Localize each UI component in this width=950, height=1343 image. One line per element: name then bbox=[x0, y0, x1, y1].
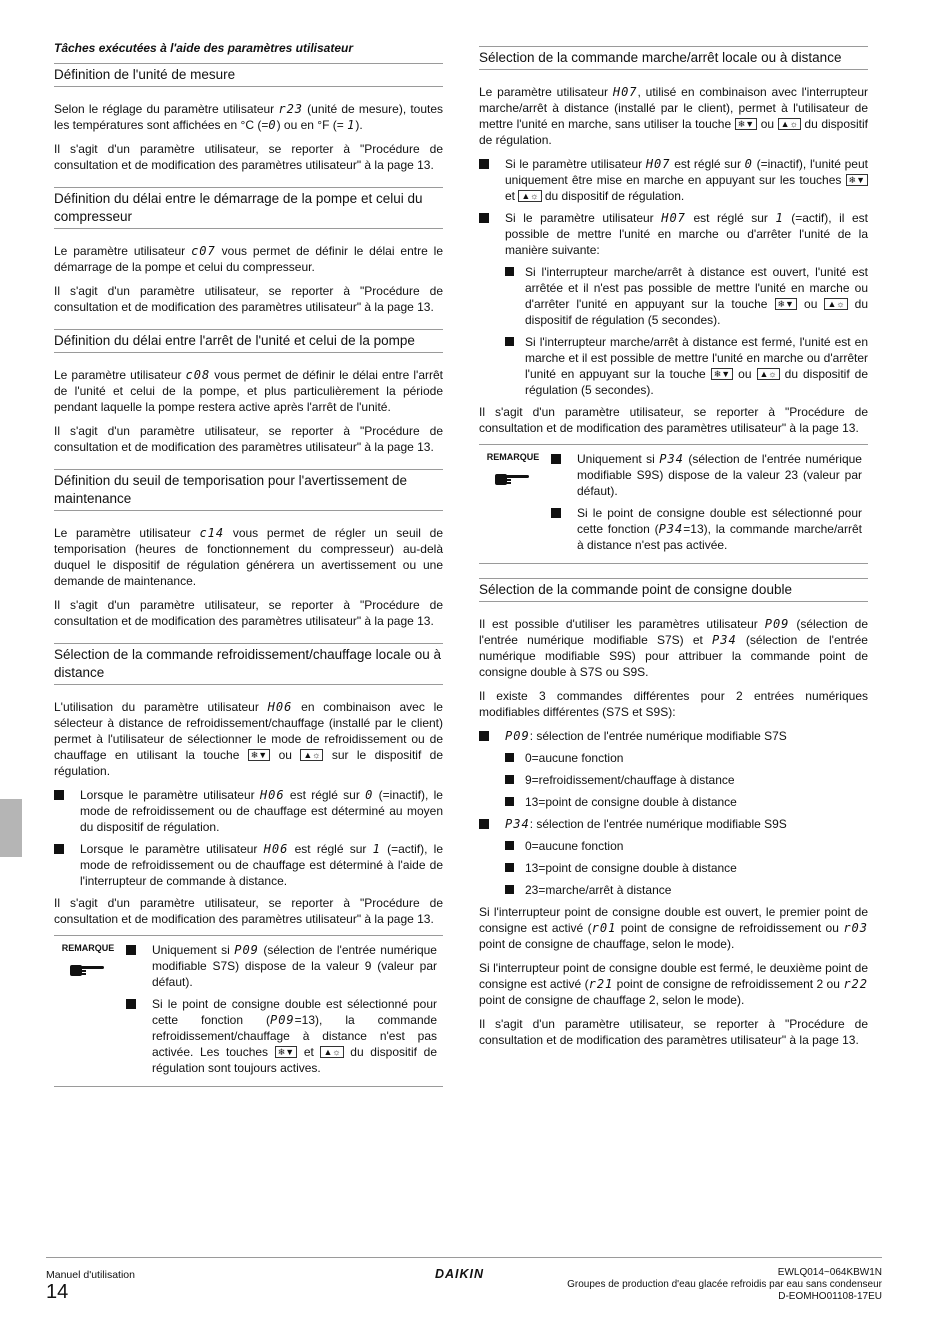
page-number: 14 bbox=[46, 1281, 69, 1303]
footer-product: Groupes de production d'eau glacée refroidis par eau sans condenseur bbox=[567, 1279, 882, 1290]
cool-down-key-icon: ❄▼ bbox=[275, 1046, 297, 1058]
list-item: 0=aucune fonction bbox=[505, 838, 868, 854]
section-on-off bbox=[479, 46, 868, 564]
param-code: H06 bbox=[263, 842, 289, 856]
list-item: P34: sélection de l'entrée numérique modifiable S9S 0=aucune fonction 13=point de consigne double à distance 23=marche/arrêt à distance bbox=[479, 816, 868, 898]
pointing-hand-icon bbox=[493, 471, 533, 487]
remark-box bbox=[479, 444, 868, 564]
param-code: P34 bbox=[712, 633, 737, 647]
section-title: Définition du seuil de temporisation pour l'avertissement de maintenance bbox=[54, 469, 443, 511]
footer-model: EWLQ014~064KBW1N bbox=[777, 1267, 882, 1278]
sub-list bbox=[505, 750, 868, 810]
list-item: 13=point de consigne double à distance bbox=[505, 860, 868, 876]
param-code: P34 bbox=[658, 522, 684, 536]
section-dual-setpoint bbox=[479, 578, 868, 1048]
up-heat-key-icon: ▲☼ bbox=[320, 1046, 343, 1058]
param-code: P34 bbox=[659, 452, 684, 466]
list-item: Lorsque le paramètre utilisateur H06 est réglé sur 0 (=inactif), le mode de refroidissement ou de chauffage est déterminé au moyen du dispositif de régulation. bbox=[54, 787, 443, 835]
paragraph: Il s'agit d'un paramètre utilisateur, se reporter à "Procédure de consultation et de modification des paramètres utilisateur" à la page 13. bbox=[54, 284, 443, 314]
footer-reference: D-EOMHO01108-17EU bbox=[778, 1291, 882, 1302]
footer-info bbox=[567, 1267, 882, 1303]
pointing-hand-icon bbox=[68, 962, 108, 978]
up-heat-key-icon: ▲☼ bbox=[300, 749, 323, 761]
paragraph: Il s'agit d'un paramètre utilisateur, se reporter à "Procédure de consultation et de modification des paramètres utilisateur" à la page 13. bbox=[54, 598, 443, 628]
paragraph: Si l'interrupteur point de consigne double est ouvert, le premier point de consigne est activé (r01 point de consigne de refroidissement ou r03 point de consigne de chauffage, selon le mode). bbox=[479, 905, 869, 951]
cool-down-key-icon: ❄▼ bbox=[735, 118, 757, 130]
param-code: P34 bbox=[505, 817, 530, 831]
section-title: Sélection de la commande point de consigne double bbox=[479, 578, 868, 602]
param-code: r01 bbox=[591, 921, 617, 935]
remark-list bbox=[126, 942, 437, 1076]
brand-logo: DAIKIN bbox=[435, 1267, 485, 1281]
remark-box bbox=[54, 935, 443, 1087]
sub-list bbox=[505, 264, 868, 398]
param-code: P09 bbox=[505, 729, 530, 743]
param-code: c07 bbox=[191, 244, 216, 258]
left-column bbox=[54, 40, 443, 1101]
param-code: 1 bbox=[347, 118, 356, 132]
list-item: 13=point de consigne double à distance bbox=[505, 794, 868, 810]
list-item: Lorsque le paramètre utilisateur H06 est réglé sur 1 (=actif), le mode de refroidissement ou de chauffage est déterminé à l'aide de l'interrupteur de commande à distance. bbox=[54, 841, 443, 889]
param-code: 1 bbox=[775, 211, 784, 225]
list-item: P09: sélection de l'entrée numérique modifiable S7S 0=aucune fonction 9=refroidissement/chauffage à distance 13=point de consigne double à distance bbox=[479, 728, 868, 810]
section-title: Sélection de la commande refroidissement/chauffage locale ou à distance bbox=[54, 643, 443, 685]
param-code: H07 bbox=[645, 157, 671, 171]
up-heat-key-icon: ▲☼ bbox=[518, 190, 541, 202]
param-code: H07 bbox=[612, 85, 638, 99]
paragraph: Il s'agit d'un paramètre utilisateur, se reporter à "Procédure de consultation et de modification des paramètres utilisateur" à la page 13. bbox=[54, 424, 443, 454]
list-item: Si le paramètre utilisateur H07 est réglé sur 0 (=inactif), l'unité peut uniquement être mise en marche en appuyant sur les touches ❄▼ et ▲☼ du dispositif de régulation. bbox=[479, 156, 868, 204]
param-code: 0 bbox=[268, 118, 277, 132]
param-code: r22 bbox=[843, 977, 868, 991]
paragraph: Le paramètre utilisateur H07, utilisé en combinaison avec l'interrupteur marche/arrêt à distance (installé par le client), permet à l'utilisateur de mettre l'unité en marche, sans utiliser la touche ❄▼ ou ▲☼ du dispositif de régulation. bbox=[479, 85, 869, 147]
paragraph: L'utilisation du paramètre utilisateur H06 en combinaison avec le sélecteur à distance de refroidissement/chauffage (installé par le client) permet à l'utilisateur de sélectionner le mode de refroidissement ou de chauffage en utilisant la touche ❄▼ ou ▲☼ sur le dispositif de régulation. bbox=[54, 700, 443, 778]
param-code: r21 bbox=[588, 977, 614, 991]
paragraph: Selon le réglage du paramètre utilisateur r23 (unité de mesure), toutes les températures sont affichées en °C (=0) ou en °F (= 1). bbox=[54, 102, 444, 132]
paragraph: Le paramètre utilisateur c07 vous permet de définir le délai entre le démarrage de la pompe et celui du compresseur. bbox=[54, 244, 443, 274]
section-title: Sélection de la commande marche/arrêt locale ou à distance bbox=[479, 46, 868, 70]
footer-manual-label: Manuel d'utilisation bbox=[46, 1269, 135, 1281]
paragraph: Il est possible d'utiliser les paramètres utilisateur P09 (sélection de l'entrée numérique modifiable S7S) et P34 (sélection de l'entrée numérique modifiable S9S) pour attribuer la commande point de consigne double à S7S ou S9S. bbox=[479, 617, 869, 679]
bullet-list bbox=[479, 156, 868, 398]
section-title: Définition du délai entre le démarrage de la pompe et celui du compresseur bbox=[54, 187, 443, 229]
list-item: Uniquement si P34 (sélection de l'entrée numérique modifiable S9S) dispose de la valeur 23 (valeur par défaut). bbox=[551, 451, 862, 499]
list-item: Si l'interrupteur marche/arrêt à distance est ouvert, l'unité est arrêtée et il n'est pas possible de mettre l'unité en marche ou d'arrêter l'unité en appuyant sur la touche ❄▼ ou ▲☼ du dispositif de régulation (5 secondes). bbox=[505, 264, 868, 328]
param-code: r23 bbox=[278, 102, 304, 116]
param-code: 1 bbox=[372, 842, 381, 856]
list-item: Si le paramètre utilisateur H07 est réglé sur 1 (=actif), il est possible de mettre l'unité en marche ou d'arrêter l'unité de la manière suivante: Si l'interrupteur marche/arrêt à distance est ouvert, l'unité est arrêtée et il n'est pas possible de mettre l'unité en marche ou d'arrêter l'unité en appuyant sur la touche ❄▼ ou ▲☼ du dispositif de régulation (5 secondes). Si l'interrupteur marche/arrêt à distance est fermé, l'unité est en marche et il est possible de mettre l'unité en marche ou d'arrêter l'unité en appuyant sur la touche ❄▼ ou ▲☼ du dispositif de régulation (5 secondes). bbox=[479, 210, 868, 398]
list-item: 9=refroidissement/chauffage à distance bbox=[505, 772, 868, 788]
up-heat-key-icon: ▲☼ bbox=[778, 118, 801, 130]
list-item: Si le point de consigne double est sélectionné pour cette fonction (P09=13), la commande refroidissement/chauffage à distance n'est pas activée. Les touches ❄▼ et ▲☼ du dispositif de régulation sont toujours actives. bbox=[126, 996, 437, 1076]
list-item: 23=marche/arrêt à distance bbox=[505, 882, 868, 898]
remark-label: REMARQUE bbox=[486, 452, 540, 462]
section-title: Définition du délai entre l'arrêt de l'unité et celui de la pompe bbox=[54, 329, 443, 353]
paragraph: Il s'agit d'un paramètre utilisateur, se reporter à "Procédure de consultation et de modification des paramètres utilisateur" à la page 13. bbox=[54, 896, 443, 926]
bullet-list bbox=[479, 728, 868, 898]
paragraph: Le paramètre utilisateur c14 vous permet de régler un seuil de temporisation (heures de fonctionnement du compresseur) au-delà duquel le dispositif de régulation générera un avertissement ou une demande de maintenance. bbox=[54, 526, 444, 588]
paragraph: Il s'agit d'un paramètre utilisateur, se reporter à "Procédure de consultation et de modification des paramètres utilisateur" à la page 13. bbox=[479, 405, 868, 435]
up-heat-key-icon: ▲☼ bbox=[757, 368, 780, 380]
cool-down-key-icon: ❄▼ bbox=[775, 298, 797, 310]
param-code: 0 bbox=[365, 788, 374, 802]
paragraph: Si l'interrupteur point de consigne double est fermé, le deuxième point de consigne est activé (r21 point de consigne de refroidissement 2 ou r22 point de consigne de chauffage 2, selon le mode). bbox=[479, 961, 868, 1007]
section-unit bbox=[54, 63, 443, 173]
param-code: r03 bbox=[843, 921, 869, 935]
side-tab-marker bbox=[0, 799, 22, 857]
section-maintenance bbox=[54, 469, 443, 629]
param-code: H07 bbox=[661, 211, 686, 225]
section-pump-stop bbox=[54, 329, 443, 455]
param-code: H06 bbox=[267, 700, 293, 714]
param-code: H06 bbox=[259, 788, 285, 802]
right-column bbox=[479, 40, 868, 1062]
param-code: 0 bbox=[744, 157, 753, 171]
footer-divider bbox=[46, 1257, 882, 1258]
paragraph: Le paramètre utilisateur c08 vous permet de définir le délai entre l'arrêt de l'unité et celui de la pompe, et plus particulièrement la période pendant laquelle la pompe restera active après l'arrêt de l'unité. bbox=[54, 368, 444, 414]
section-pump-start bbox=[54, 187, 443, 315]
list-item: Si l'interrupteur marche/arrêt à distance est fermé, l'unité est en marche et il est possible de mettre l'unité en marche ou d'arrêter l'unité en appuyant sur la touche ❄▼ ou ▲☼ du dispositif de régulation (5 secondes). bbox=[505, 334, 868, 398]
param-code: P09 bbox=[764, 617, 790, 631]
section-title: Définition de l'unité de mesure bbox=[54, 63, 443, 87]
param-code: P09 bbox=[269, 1013, 295, 1027]
cool-down-key-icon: ❄▼ bbox=[711, 368, 733, 380]
cool-down-key-icon: ❄▼ bbox=[846, 174, 868, 186]
page-heading: Tâches exécutées à l'aide des paramètres utilisateur bbox=[54, 41, 354, 55]
bullet-list bbox=[54, 787, 443, 889]
remark-list bbox=[551, 451, 862, 553]
cool-down-key-icon: ❄▼ bbox=[248, 749, 270, 761]
paragraph: Il existe 3 commandes différentes pour 2 entrées numériques modifiables différentes (S7S et S9S): bbox=[479, 689, 868, 719]
list-item: Uniquement si P09 (sélection de l'entrée numérique modifiable S7S) dispose de la valeur 9 (valeur par défaut). bbox=[126, 942, 437, 990]
section-cooling-heating bbox=[54, 643, 443, 1087]
list-item: 0=aucune fonction bbox=[505, 750, 868, 766]
remark-label: REMARQUE bbox=[61, 943, 115, 953]
param-code: c08 bbox=[185, 368, 211, 382]
param-code: P09 bbox=[234, 943, 259, 957]
paragraph: Il s'agit d'un paramètre utilisateur, se reporter à "Procédure de consultation et de modification des paramètres utilisateur" à la page 13. bbox=[479, 1017, 868, 1047]
list-item: Si le point de consigne double est sélectionné pour cette fonction (P34=13), la commande marche/arrêt à distance n'est pas activée. bbox=[551, 505, 862, 553]
sub-list bbox=[505, 838, 868, 898]
paragraph: Il s'agit d'un paramètre utilisateur, se reporter à "Procédure de consultation et de modification des paramètres utilisateur" à la page 13. bbox=[54, 142, 443, 172]
up-heat-key-icon: ▲☼ bbox=[824, 298, 847, 310]
param-code: c14 bbox=[199, 526, 225, 540]
